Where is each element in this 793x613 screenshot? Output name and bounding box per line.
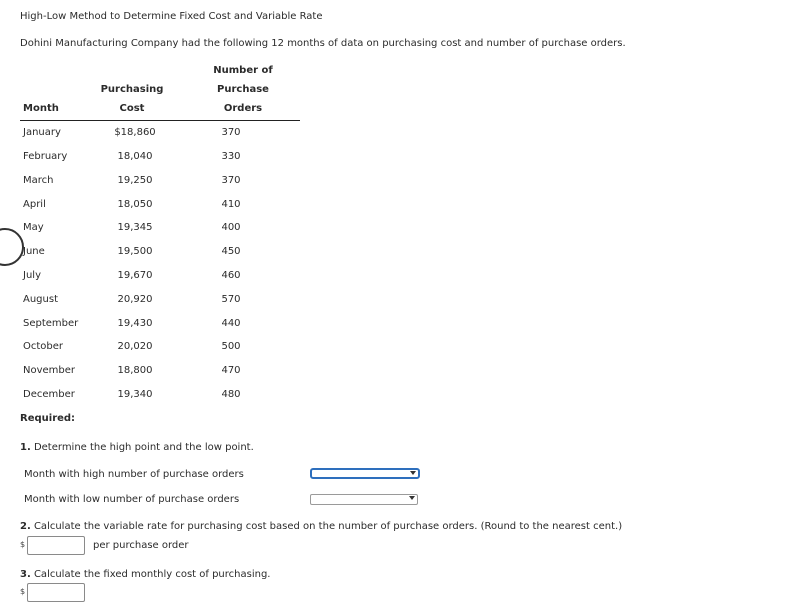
question-3-text: Calculate the fixed monthly cost of purchasing. bbox=[33, 569, 271, 580]
header-orders-line1: Number of bbox=[213, 65, 273, 76]
question-2 bbox=[20, 521, 622, 532]
question-1-number: 1. bbox=[20, 442, 31, 453]
table-cell-cost: 20,020 bbox=[117, 341, 153, 352]
table-cell-cost: 18,800 bbox=[117, 365, 153, 376]
low-month-label: Month with low number of purchase orders bbox=[24, 494, 240, 505]
header-orders-line2: Purchase bbox=[217, 84, 269, 95]
table-cell-orders: 440 bbox=[221, 318, 241, 329]
table-cell-cost: 20,920 bbox=[117, 294, 153, 305]
header-cost-line2: Cost bbox=[119, 103, 145, 114]
table-cell-cost: $18,860 bbox=[114, 127, 156, 138]
header-cost-line1: Purchasing bbox=[100, 84, 164, 95]
table-cell-cost: 19,250 bbox=[117, 175, 153, 186]
table-cell-month: June bbox=[23, 246, 45, 257]
question-2-number: 2. bbox=[20, 521, 31, 532]
table-cell-cost: 19,340 bbox=[117, 389, 153, 400]
variable-rate-unit: per purchase order bbox=[93, 540, 189, 551]
table-cell-orders: 480 bbox=[221, 389, 241, 400]
table-cell-orders: 400 bbox=[221, 222, 241, 233]
fixed-cost-input[interactable] bbox=[27, 583, 85, 602]
question-2-text: Calculate the variable rate for purchasing cost based on the number of purchase orders. (Round to the nearest cent.) bbox=[33, 521, 623, 532]
table-cell-month: April bbox=[23, 199, 46, 210]
currency-symbol: $ bbox=[20, 587, 26, 596]
table-cell-orders: 410 bbox=[221, 199, 241, 210]
table-cell-month: October bbox=[23, 341, 64, 352]
table-cell-month: September bbox=[23, 318, 79, 329]
question-1 bbox=[20, 442, 254, 453]
table-cell-orders: 370 bbox=[221, 127, 241, 138]
table-cell-orders: 450 bbox=[221, 246, 241, 257]
table-cell-orders: 500 bbox=[221, 341, 241, 352]
chevron-down-icon bbox=[410, 471, 416, 475]
header-divider bbox=[20, 120, 300, 121]
table-cell-cost: 18,040 bbox=[117, 151, 153, 162]
table-cell-orders: 370 bbox=[221, 175, 241, 186]
table-cell-month: November bbox=[23, 365, 76, 376]
table-cell-month: March bbox=[23, 175, 54, 186]
table-cell-cost: 19,430 bbox=[117, 318, 153, 329]
currency-symbol: $ bbox=[20, 540, 26, 549]
side-nav-circle[interactable] bbox=[0, 228, 24, 266]
high-month-label: Month with high number of purchase orders bbox=[24, 469, 244, 480]
intro-text: Dohini Manufacturing Company had the following 12 months of data on purchasing cost and number of purchase orders. bbox=[20, 38, 626, 49]
table-cell-month: January bbox=[23, 127, 61, 138]
question-3 bbox=[20, 569, 270, 580]
chevron-down-icon bbox=[409, 496, 415, 500]
question-1-text: Determine the high point and the low point. bbox=[33, 442, 254, 453]
table-cell-orders: 570 bbox=[221, 294, 241, 305]
table-cell-cost: 18,050 bbox=[117, 199, 153, 210]
question-3-number: 3. bbox=[20, 569, 31, 580]
table-cell-month: August bbox=[23, 294, 58, 305]
table-cell-month: July bbox=[23, 270, 41, 281]
header-orders-line3: Orders bbox=[223, 103, 263, 114]
table-cell-orders: 460 bbox=[221, 270, 241, 281]
high-month-select[interactable] bbox=[310, 468, 420, 479]
header-month: Month bbox=[23, 103, 59, 114]
table-cell-month: May bbox=[23, 222, 44, 233]
low-month-select[interactable] bbox=[310, 494, 418, 505]
variable-rate-input[interactable] bbox=[27, 536, 85, 555]
table-cell-cost: 19,345 bbox=[117, 222, 153, 233]
table-cell-month: December bbox=[23, 389, 75, 400]
table-cell-cost: 19,500 bbox=[117, 246, 153, 257]
required-heading: Required: bbox=[20, 413, 76, 424]
table-cell-orders: 330 bbox=[221, 151, 241, 162]
table-cell-month: February bbox=[23, 151, 68, 162]
page-title: High-Low Method to Determine Fixed Cost and Variable Rate bbox=[20, 11, 323, 22]
table-cell-cost: 19,670 bbox=[117, 270, 153, 281]
table-cell-orders: 470 bbox=[221, 365, 241, 376]
